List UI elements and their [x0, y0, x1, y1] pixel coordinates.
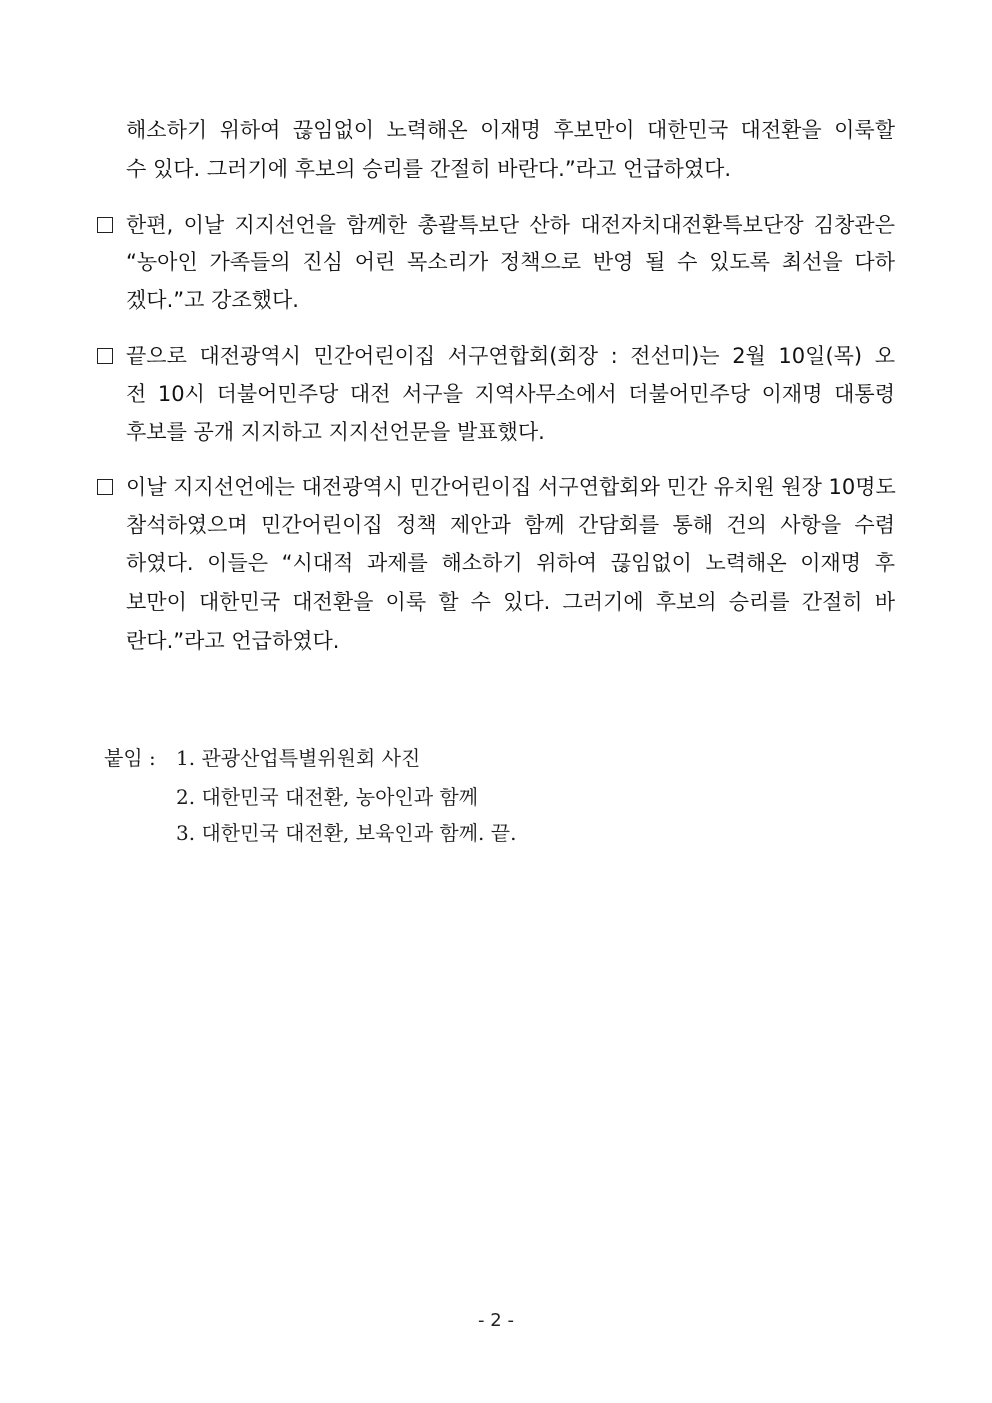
- page-number: - 2 -: [478, 1310, 514, 1331]
- paragraph-line: 겠다.”고 강조했다.: [126, 288, 299, 312]
- paragraph-line: 란다.”라고 언급하였다.: [126, 629, 340, 653]
- paragraph-line: 끝으로 대전광역시 민간어린이집 서구연합회(회장 : 전선미)는 2월 10일(목) 오: [126, 344, 895, 368]
- attachment-item: 3. 대한민국 대전환, 보육인과 함께. 끝.: [176, 821, 517, 845]
- paragraph-line: 하였다. 이들은 “시대적 과제를 해소하기 위하여 끊임없이 노력해온 이재명 후: [126, 551, 895, 575]
- paragraph-line: 참석하였으며 민간어린이집 정책 제안과 함께 간담회를 통해 건의 사항을 수렴: [126, 513, 895, 537]
- paragraph-line: 수 있다. 그러기에 후보의 승리를 간절히 바란다.”라고 언급하였다.: [126, 157, 732, 181]
- checkbox-bullet-icon: [97, 479, 113, 495]
- attachment-item: 2. 대한민국 대전환, 농아인과 함께: [176, 785, 479, 809]
- paragraph-line: 한편, 이날 지지선언을 함께한 총괄특보단 산하 대전자치대전환특보단장 김창관은: [126, 213, 895, 237]
- attachment-item: 1. 관광산업특별위원회 사진: [176, 746, 421, 770]
- paragraph-line: 전 10시 더불어민주당 대전 서구을 지역사무소에서 더불어민주당 이재명 대통령: [126, 382, 895, 406]
- paragraph-line: 보만이 대한민국 대전환을 이룩 할 수 있다. 그러기에 후보의 승리를 간절히 바: [126, 590, 895, 614]
- checkbox-bullet-icon: [97, 348, 113, 364]
- paragraph-line: 이날 지지선언에는 대전광역시 민간어린이집 서구연합회와 민간 유치원 원장 10명도: [126, 475, 896, 499]
- attachments-label: 붙임 :: [104, 746, 156, 770]
- checkbox-bullet-icon: [97, 217, 113, 233]
- paragraph-line: 해소하기 위하여 끊임없이 노력해온 이재명 후보만이 대한민국 대전환을 이룩할: [126, 118, 895, 142]
- paragraph-line: 후보를 공개 지지하고 지지선언문을 발표했다.: [126, 420, 545, 444]
- paragraph-line: “농아인 가족들의 진심 어린 목소리가 정책으로 반영 될 수 있도록 최선을 다하: [126, 250, 895, 274]
